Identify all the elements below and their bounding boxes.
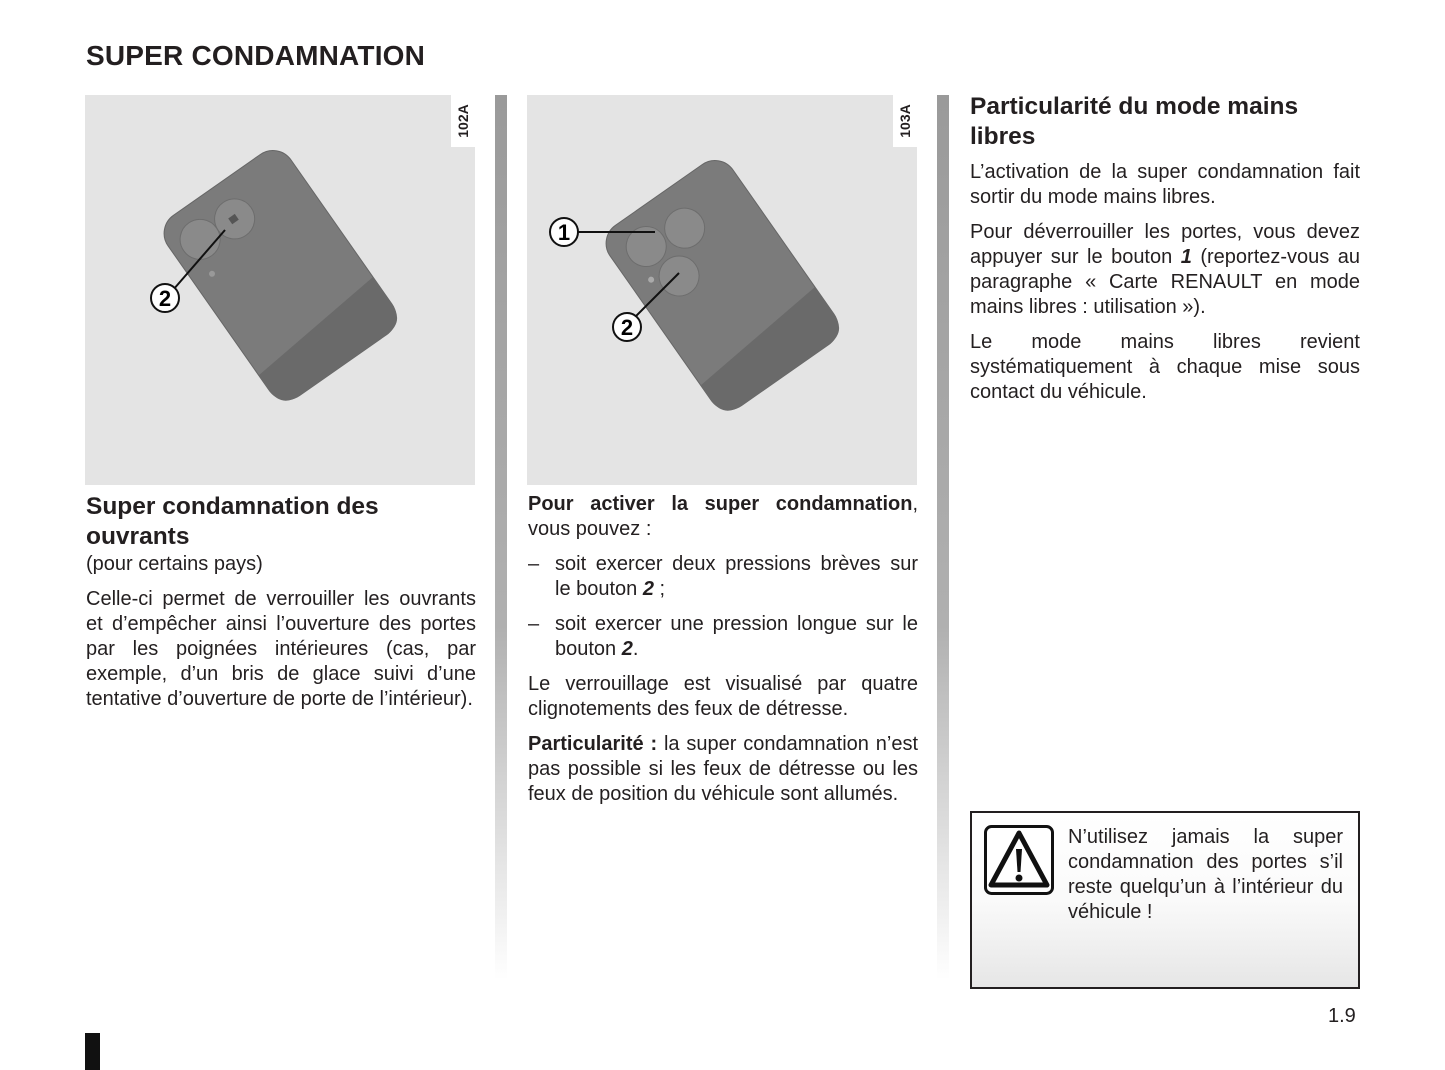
section-subheading: (pour certains pays) — [86, 553, 263, 575]
warning-text: N’utilisez jamais la super condamnation des portes s’il reste quelqu’un à l’intérieur du véhicule ! — [1068, 826, 1343, 923]
column-divider — [495, 95, 507, 980]
paragraph: Pour déverrouiller les portes, vous devez appuyer sur le bouton 1 (reportez-vous au paragraphe « Carte RENAULT en mode mains libres : utilisation »). — [970, 221, 1361, 318]
page-number: 1.9 — [1328, 1005, 1356, 1027]
callout-label: 2 — [158, 286, 172, 311]
page-title: SUPER CONDAMNATION — [86, 40, 426, 71]
column-divider — [937, 95, 949, 980]
column-1 — [86, 492, 476, 722]
figure-tag: 102A — [451, 95, 475, 147]
column-2 — [528, 492, 918, 817]
figure-card-three-buttons — [527, 95, 917, 485]
column-3 — [970, 92, 1360, 415]
callout-label: 1 — [557, 220, 571, 245]
paragraph: Le verrouillage est visualisé par quatre clignotements des feux de détresse. — [528, 673, 918, 720]
key-card-illustration — [85, 95, 475, 485]
list-item: – soit exercer deux pressions brèves sur le bouton 2 ; — [528, 553, 918, 600]
warning-triangle-icon — [984, 825, 1054, 895]
intro-paragraph: Pour activer la super condamnation, vous pouvez : — [528, 493, 918, 540]
paragraph: L’activation de la super condamnation fait sortir du mode mains libres. — [970, 161, 1360, 208]
section-heading: Particularité du mode mains libres — [970, 93, 1299, 150]
paragraph: Celle-ci permet de verrouiller les ouvrants et d’empêcher ainsi l’ouverture des portes par les poignées intérieures (cas, par exemple, d’un bris de glace suivi d’une tentative d’ouverture de porte de l’intérieur). — [86, 588, 476, 710]
figure-tag: 103A — [893, 95, 917, 147]
key-card-illustration — [527, 95, 917, 485]
section-heading: Super condamnation des ouvrants — [86, 493, 379, 550]
callout-label: 2 — [620, 315, 634, 340]
page-edge-marker — [85, 1033, 100, 1070]
warning-box — [970, 811, 1360, 989]
list-item: – soit exercer une pression longue sur le bouton 2. — [528, 613, 918, 660]
paragraph: Le mode mains libres revient systématiquement à chaque mise sous contact du véhicule. — [970, 331, 1360, 403]
figure-card-two-buttons — [85, 95, 475, 485]
paragraph: Particularité : la super condamnation n’est pas possible si les feux de détresse ou les feux de position du véhicule sont allumés. — [528, 733, 919, 805]
